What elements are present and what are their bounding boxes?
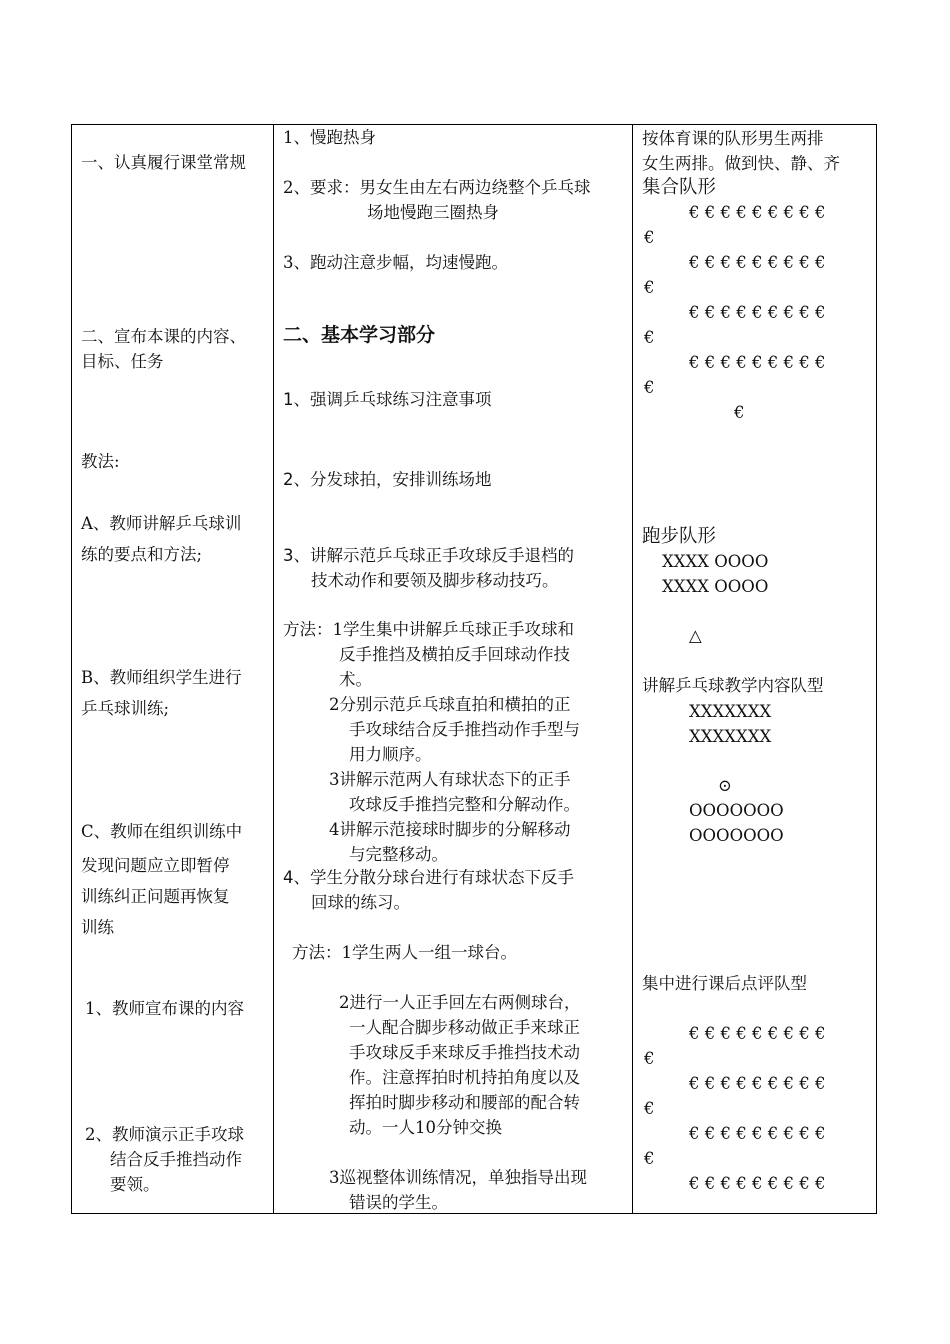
mid-text-line: 一人配合脚步移动做正手来球正 [349, 1018, 580, 1037]
formation-title: 讲解乒乓球教学内容队型 [642, 676, 824, 695]
column-divider [632, 125, 633, 1213]
formation-row: € € € € € € € € € [689, 353, 826, 372]
mid-text-line: 挥拍时脚步移动和腰部的配合转 [349, 1093, 580, 1112]
left-text-line: 训练纠正问题再恢复 [81, 887, 230, 906]
formation-title: 集合队形 [642, 177, 717, 198]
mid-text-line: 4、学生分散分球台进行有球状态下反手 [283, 868, 574, 887]
formation-row: XXXXXXX [689, 702, 772, 721]
mid-text-line: 反手推挡及横拍反手回球动作技 [339, 645, 570, 664]
left-text-line: 1、教师宣布课的内容 [85, 999, 244, 1018]
formation-row: € [644, 278, 655, 297]
formation-row: XXXX OOOO [662, 577, 769, 596]
teacher-marker: € [734, 403, 745, 422]
formation-row: XXXXXXX [689, 727, 772, 746]
mid-text-line: 2进行一人正手回左右两侧球台， [339, 993, 581, 1012]
formation-title: 跑步队形 [642, 526, 717, 547]
mid-text-line: 回球的练习。 [311, 893, 410, 912]
formation-row: € € € € € € € € € [689, 253, 826, 272]
left-text-line: 乒乓球训练; [81, 699, 170, 718]
mid-text-line: 3、讲解示范乒乓球正手攻球反手退档的 [283, 546, 574, 565]
section-heading: 二、基本学习部分 [283, 324, 436, 346]
column-divider [273, 125, 274, 1213]
mid-text-line: 1、慢跑热身 [283, 128, 376, 147]
mid-text-line: 场地慢跑三圈热身 [367, 203, 499, 222]
mid-text-line: 术。 [339, 670, 372, 689]
mid-text-line: 1、强调乒乓球练习注意事项 [283, 390, 492, 409]
mid-text-line: 2分别示范乒乓球直拍和横拍的正 [329, 695, 571, 714]
mid-text-line: 3、跑动注意步幅，均速慢跑。 [283, 253, 508, 272]
formation-row: € [644, 1149, 655, 1168]
mid-text-line: 方法：1学生集中讲解乒乓球正手攻球和 [283, 620, 574, 639]
left-text-line: 训练 [81, 918, 114, 937]
formation-title: 集中进行课后点评队型 [642, 974, 807, 993]
formation-row: € [644, 378, 655, 397]
formation-row: € [644, 1049, 655, 1068]
left-text-line: 一、认真履行课堂常规 [81, 153, 246, 172]
mid-text-line: 4讲解示范接球时脚步的分解移动 [329, 820, 571, 839]
mid-text-line: 方法：1学生两人一组一球台。 [292, 943, 517, 962]
formation-row: OOOOOOO [689, 801, 784, 820]
mid-text-line: 用力顺序。 [349, 745, 432, 764]
left-text-line: B、教师组织学生进行 [81, 668, 242, 687]
mid-text-line: 3讲解示范两人有球状态下的正手 [329, 770, 571, 789]
teacher-marker: △ [689, 626, 702, 645]
formation-row: € € € € € € € € € [689, 1174, 826, 1193]
formation-row: € € € € € € € € € [689, 1074, 826, 1093]
formation-row: € € € € € € € € € [689, 1024, 826, 1043]
mid-text-line: 攻球反手推挡完整和分解动作。 [349, 795, 580, 814]
formation-row: € [644, 228, 655, 247]
right-text-line: 女生两排。做到快、静、齐 [642, 154, 840, 173]
mid-text-line: 2、要求：男女生由左右两边绕整个乒乓球 [283, 178, 591, 197]
mid-text-line: 动。一人10分钟交换 [349, 1118, 502, 1137]
right-text-line: 按体育课的队形男生两排 [642, 129, 824, 148]
formation-row: € [644, 328, 655, 347]
formation-row: € € € € € € € € € [689, 203, 826, 222]
formation-row: € [644, 1099, 655, 1118]
left-text-line: 教法: [81, 452, 120, 471]
mid-text-line: 手攻球结合反手推挡动作手型与 [349, 720, 580, 739]
left-text-line: 目标、任务 [81, 352, 164, 371]
mid-text-line: 3巡视整体训练情况，单独指导出现 [329, 1168, 587, 1187]
mid-text-line: 2、分发球拍，安排训练场地 [283, 470, 492, 489]
left-text-line: 发现问题应立即暂停 [81, 856, 230, 875]
teacher-marker: ⊙ [718, 776, 732, 795]
formation-row: XXXX OOOO [662, 552, 769, 571]
left-text-line: 练的要点和方法; [81, 545, 203, 564]
mid-text-line: 手攻球反手来球反手推挡技术动 [349, 1043, 580, 1062]
left-text-line: 2、教师演示正手攻球 [85, 1125, 244, 1144]
formation-row: € € € € € € € € € [689, 1124, 826, 1143]
left-text-line: 二、宣布本课的内容、 [81, 327, 246, 346]
formation-row: € € € € € € € € € [689, 303, 826, 322]
mid-text-line: 与完整移动。 [349, 845, 448, 864]
mid-text-line: 错误的学生。 [349, 1193, 448, 1212]
left-text-line: C、教师在组织训练中 [81, 822, 243, 841]
mid-text-line: 作。注意挥拍时机持拍角度以及 [349, 1068, 580, 1087]
left-text-line: A、教师讲解乒乓球训 [81, 514, 242, 533]
left-text-line: 结合反手推挡动作 [110, 1150, 242, 1169]
formation-row: OOOOOOO [689, 826, 784, 845]
left-text-line: 要领。 [110, 1175, 160, 1194]
mid-text-line: 技术动作和要领及脚步移动技巧。 [311, 571, 559, 590]
